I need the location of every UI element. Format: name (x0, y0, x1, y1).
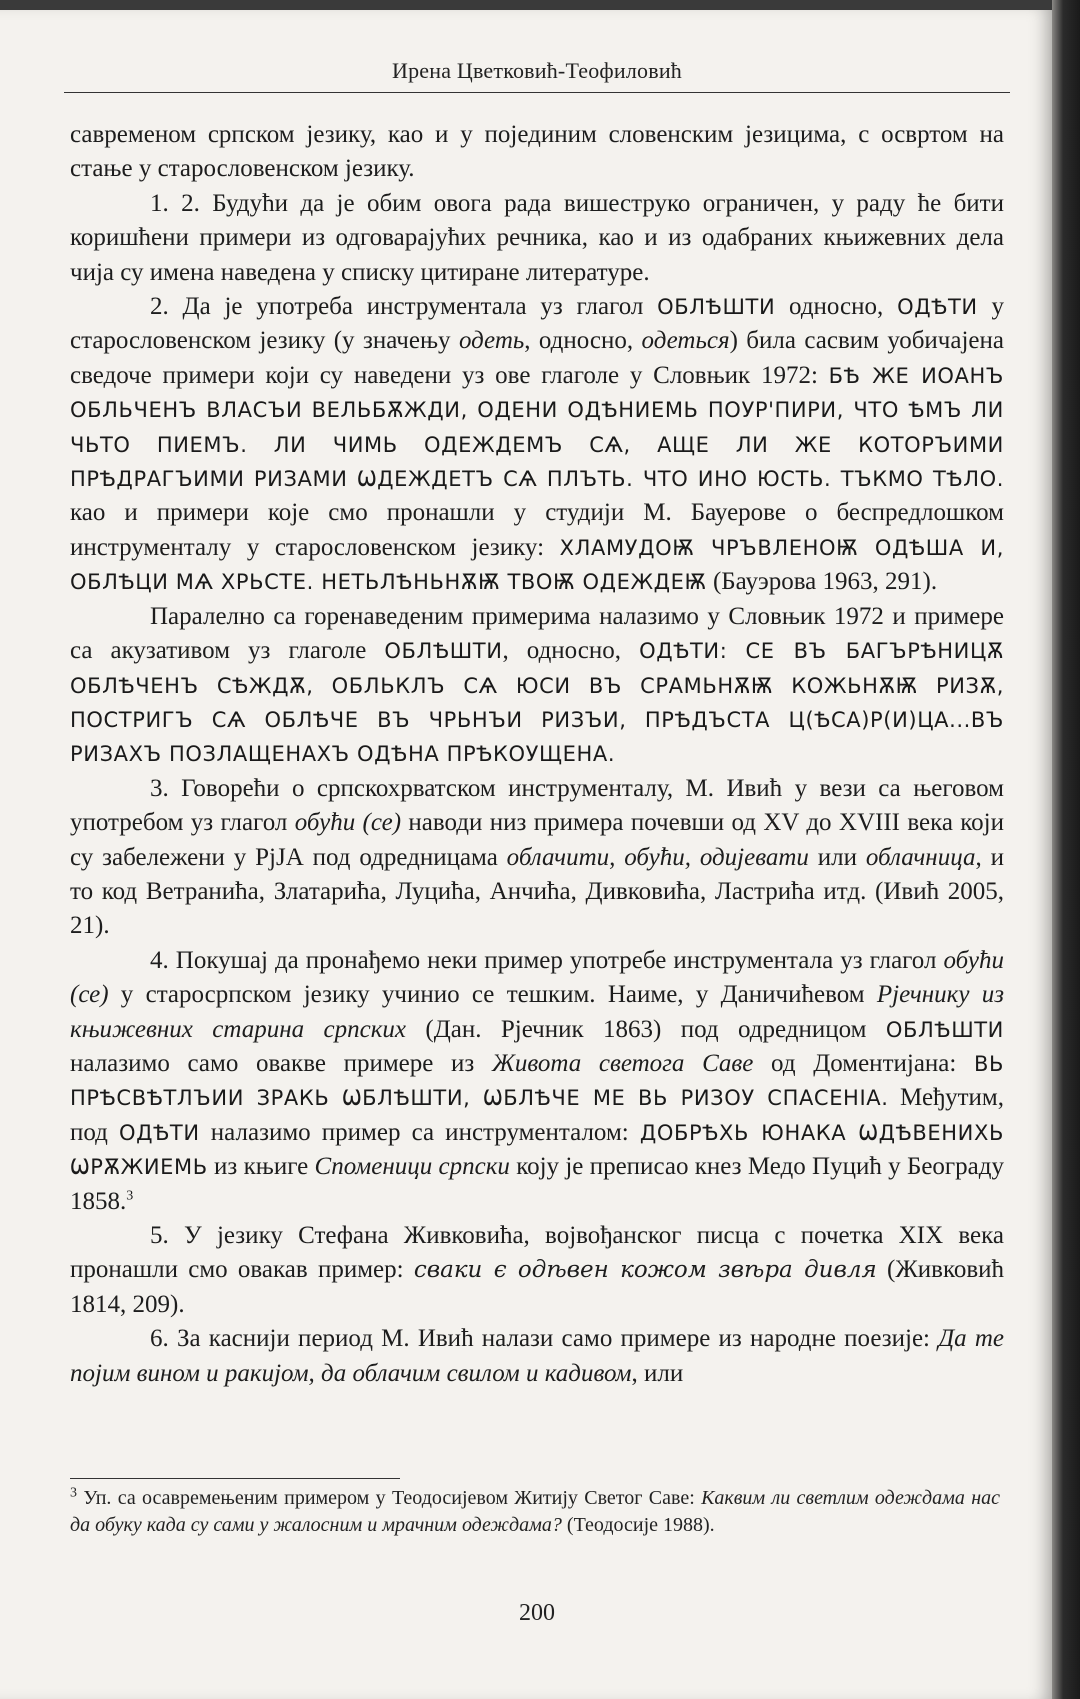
footnote-number: 3 (70, 1485, 77, 1501)
italic-term: одеть (458, 327, 525, 355)
text-run: (Дан. Рјечник 1863) под одредницом (405, 1015, 886, 1043)
page-number: 200 (519, 1600, 555, 1626)
paragraph-3 (70, 600, 1004, 772)
text-run: налазимо само овакве примере из (70, 1049, 492, 1077)
text-run: савременом српском језику, као и у појединим словенским језицима, с освртом на стање у старословенском језику. (70, 121, 1004, 183)
text-run: или (808, 843, 866, 871)
text-run: 2. Да је употреба инструментала уз глагол (150, 293, 658, 321)
text-run: , односно, (502, 637, 640, 665)
text-run: налазимо пример са инструменталом: (199, 1118, 640, 1146)
text-run: 4. Покушај да пронађемо неки пример употребе инструментала уз глагол (150, 946, 944, 974)
paragraph-4 (70, 772, 1004, 944)
text-run: 6. За каснији период М. Ивић налази само примере из народне поезије: (150, 1325, 939, 1353)
church-slavonic-term: ОДѢТИ (897, 295, 978, 320)
italic-term: обући (се) (294, 809, 402, 837)
text-run: 5. У језику Стефана Живковића, војвођанског писца с почетка XIX века пронашли смо овакав пример: (70, 1222, 1004, 1284)
italic-quote: Каквим ли светлим одеждама нас да обуку када су сами у жалосним и мрачним одеждама? (70, 1487, 1000, 1536)
italic-term: обући (се) (70, 946, 1004, 1009)
text-run: (Живковић 1814, 209). (70, 1256, 1005, 1318)
text-run: из књиге (207, 1153, 315, 1181)
church-slavonic-term: ОБЛѢШТИ (657, 295, 776, 320)
italic-title: Живота светога Саве (491, 1049, 754, 1077)
text-run: као и примери које смо пронашли у студији М. Бауерове о беспредлошком инструменталу у старословенском језику: (70, 499, 1004, 561)
running-head: Ирена Цветковић-Теофиловић (391, 58, 682, 83)
paragraph-7 (70, 1322, 1004, 1391)
italic-title: Рјечнику из књижевних старина српских (70, 981, 1005, 1043)
italic-title: Споменици српски (314, 1153, 510, 1181)
text-run: 1. 2. Будући да је обим овога рада вишеструко ограничен, у раду ће бити коришћени примери из одговарајућих речника, као и из одабраних књижевних дела чија су имена наведена у списку цитиране литературе. (70, 189, 1004, 286)
paragraph-0 (70, 118, 1004, 187)
italic-term: облачити, обући, одијевати (506, 843, 809, 871)
text-run (727, 637, 745, 664)
text-run: у старословенском језику (у значењу (70, 293, 1004, 355)
church-slavonic-term: ОБЛѢШТИ (384, 639, 503, 664)
church-slavonic-quote: ХЛАМУДОѬ ЧРЪВЛЕНОѬ ОДѢША И, ОБЛѢЦИ МѦ ХРЬСТЕ. НЕТЬЛѢНЬНѪѬ ТВОѬ ОДЕЖДЕѬ (70, 535, 1004, 595)
text-run: Паралелно са горенаведеним примерима налазимо у Словњик 1972 и примере са акузативом уз глаголе (70, 602, 1004, 665)
footnote (70, 1485, 1000, 1539)
text-run: Међутим, под (70, 1084, 1004, 1146)
text-run: од Доментијана: (753, 1049, 974, 1077)
footnote-rule (70, 1478, 400, 1479)
church-slavonic-quote: СЕ ВЪ БАГЪРѢНИЦѪ ОБЛѢЧЕНЪ СѢЖДѪ, ОБЛЬКЛЪ СѦ ЮСИ ВЪ СРАМЬНѪѬ КОЖЬНѪѬ РИЗѪ, ПОСТРИГЪ СѦ ОБЛѢЧЕ ВЪ ЧРЬНЪИ РИЗЪИ, ПРѢДЪСТА Ц(ѢСА)Р(И)ЦА...ВЪ РИЗАХЪ ПОЗЛАЩЕНАХЪ ОДѢНА ПРѢКОУЩЕНА. (70, 639, 1005, 767)
text-run: , односно, (524, 327, 642, 355)
italic-quote: Да те појим вином и ракијом, да облачим свилом и кадивом (70, 1325, 1005, 1387)
page-edge-shadow (1052, 0, 1080, 1699)
main-text (70, 118, 1004, 1391)
text-run: наводи низ примера почевши од XV до XVIII века који су забележени у РјЈА под одредницама (70, 809, 1004, 871)
footnote-reference[interactable]: 3 (126, 1188, 134, 1204)
italic-quote: сваки є одѣвен кожом звѣра дивля (413, 1257, 877, 1284)
text-run: Уп. са осавремењеним примером у Теодосијевом Житију Светог Саве: (77, 1487, 702, 1509)
church-slavonic-quote: БѢ ЖЕ ИОАНЪ ОБЛЬЧЕНЪ ВЛАСЪИ ВЕЛЬБѪЖДИ, ОДЕНИ ОДѢНИЕМЬ ПОУР'ПИРИ, ЧТО ѢМЪ ЛИ ЧЬТО ПИЕМЪ. ЛИ ЧИМЬ ОДЕЖДЕМЪ СѦ, АЩЕ ЛИ ЖЕ КОТОРЪИМИ ПРѢДРАГЪИМИ РИЗАМИ ѠДЕЖДЕТЪ СѦ ПЛЪТЬ. ЧТО ИНО ЮСТЬ. ТЪКМО ТѢЛО. (70, 363, 1004, 492)
church-slavonic-term: ОДѢТИ (119, 1120, 200, 1145)
italic-term: облачница (865, 843, 976, 871)
text-run: коју је преписао кнез Медо Пуцић у Београду 1858. (70, 1153, 1004, 1215)
text-run: ) била сасвим уобичајена сведоче примери који су наведени уз ове глаголе у Словњик 1972: (70, 327, 1004, 389)
text-run: (Бауэрова 1963, 291). (706, 568, 938, 596)
paragraph-2 (70, 290, 1004, 600)
text-run: , и то код Ветранића, Златарића, Луцића, Анчића, Дивковића, Ластрића итд. (Ивић 2005, 21). (70, 843, 1004, 940)
church-slavonic-term: ОБЛѢШТИ (885, 1017, 1004, 1042)
italic-term: одеться (641, 327, 730, 355)
text-run: 3. Говорећи о српскохрватском инструменталу, М. Ивић у вези са његовом употребом уз глагол (70, 774, 1004, 837)
church-slavonic-term: ОДѢТИ: (639, 639, 728, 664)
church-slavonic-quote: ВЬ ПРѢСВѢТЛЪИИ ЗРАКЬ ѠБЛѢШТИ, ѠБЛѢЧЕ МЕ ВЬ РИЗОУ СПАСЕНІА. (70, 1051, 1005, 1111)
paragraph-6 (70, 1219, 1004, 1322)
paragraph-1 (70, 187, 1004, 290)
church-slavonic-quote: ДОБРѢХЬ ЮНАКА ѠДѢВЕНИХЬ ѠРѪЖИЕМЬ (70, 1120, 1004, 1180)
text-run: у старосрпском језику учинио се тешким. Наиме, у Даничићевом (108, 981, 877, 1009)
text-run: односно, (775, 293, 898, 321)
text-run: , или (631, 1359, 684, 1387)
text-run: (Теодосије 1988). (561, 1514, 715, 1536)
header-rule (64, 92, 1010, 93)
paragraph-5 (70, 944, 1004, 1219)
